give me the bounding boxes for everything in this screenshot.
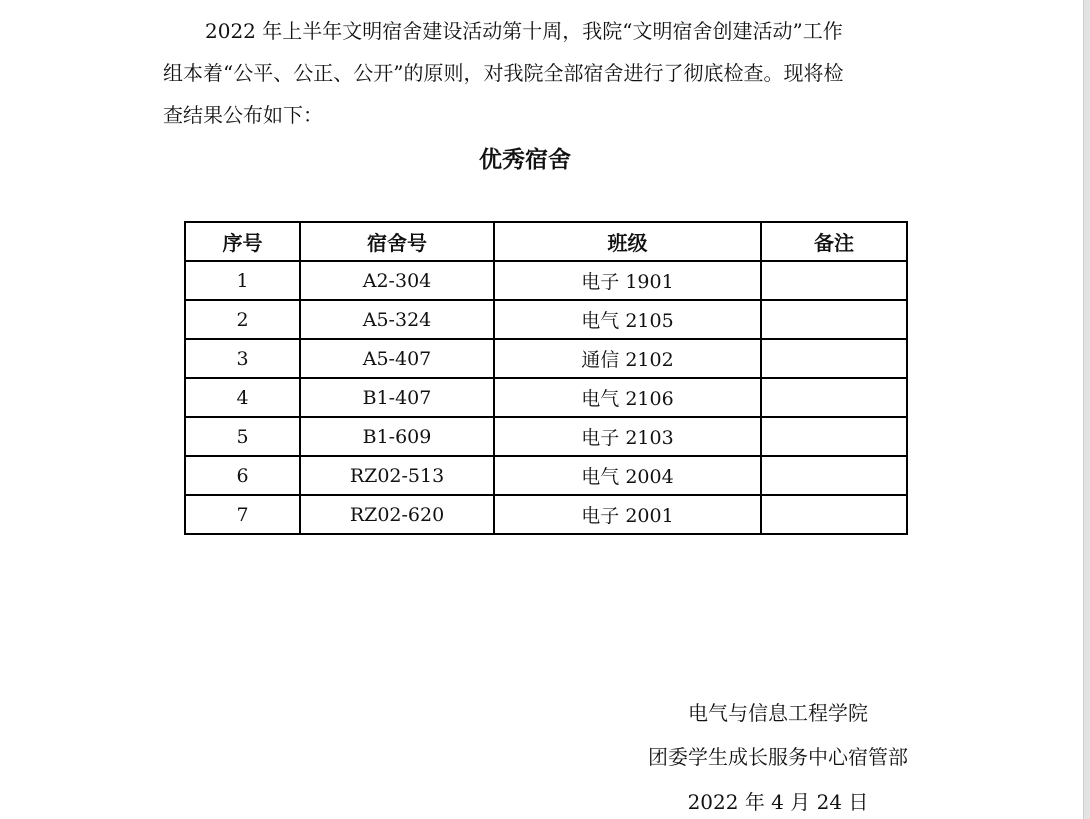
cell-number: 4 — [185, 378, 300, 417]
cell-note — [761, 417, 907, 456]
cell-number: 5 — [185, 417, 300, 456]
signature-organization: 电气与信息工程学院 — [688, 701, 868, 725]
table-header-row — [185, 222, 907, 261]
cell-number: 2 — [185, 300, 300, 339]
column-header-room: 宿舍号 — [300, 222, 494, 261]
table-row — [185, 495, 907, 534]
cell-room: A5-324 — [300, 300, 494, 339]
cell-number: 3 — [185, 339, 300, 378]
table-row — [185, 300, 907, 339]
section-heading: 优秀宿舍 — [479, 146, 571, 173]
cell-class: 电气 2105 — [494, 300, 761, 339]
cell-room: RZ02-513 — [300, 456, 494, 495]
column-header-note: 备注 — [761, 222, 907, 261]
cell-note — [761, 339, 907, 378]
table-row — [185, 378, 907, 417]
dormitory-table — [184, 221, 908, 535]
cell-room: A2-304 — [300, 261, 494, 300]
table-row — [185, 339, 907, 378]
cell-note — [761, 261, 907, 300]
intro-paragraph — [163, 10, 923, 136]
cell-class: 电子 2103 — [494, 417, 761, 456]
column-header-number: 序号 — [185, 222, 300, 261]
cell-room: B1-609 — [300, 417, 494, 456]
page-edge-shadow — [1083, 0, 1090, 819]
intro-line: 2022 年上半年文明宿舍建设活动第十周，我院“文明宿舍创建活动”工作 — [205, 19, 843, 43]
cell-class: 电气 2004 — [494, 456, 761, 495]
cell-number: 6 — [185, 456, 300, 495]
intro-line: 组本着“公平、公正、公开”的原则，对我院全部宿舍进行了彻底检查。现将检 — [163, 61, 844, 85]
cell-class: 电子 2001 — [494, 495, 761, 534]
cell-class: 电子 1901 — [494, 261, 761, 300]
cell-room: A5-407 — [300, 339, 494, 378]
column-header-class: 班级 — [494, 222, 761, 261]
cell-class: 电气 2106 — [494, 378, 761, 417]
cell-note — [761, 456, 907, 495]
cell-class: 通信 2102 — [494, 339, 761, 378]
table-row — [185, 456, 907, 495]
table-row — [185, 261, 907, 300]
cell-room: RZ02-620 — [300, 495, 494, 534]
cell-room: B1-407 — [300, 378, 494, 417]
cell-number: 7 — [185, 495, 300, 534]
intro-line: 查结果公布如下： — [163, 103, 323, 127]
signature-date: 2022 年 4 月 24 日 — [687, 790, 869, 814]
cell-number: 1 — [185, 261, 300, 300]
table-row — [185, 417, 907, 456]
cell-note — [761, 495, 907, 534]
cell-note — [761, 300, 907, 339]
cell-note — [761, 378, 907, 417]
signature-department: 团委学生成长服务中心宿管部 — [648, 745, 908, 769]
